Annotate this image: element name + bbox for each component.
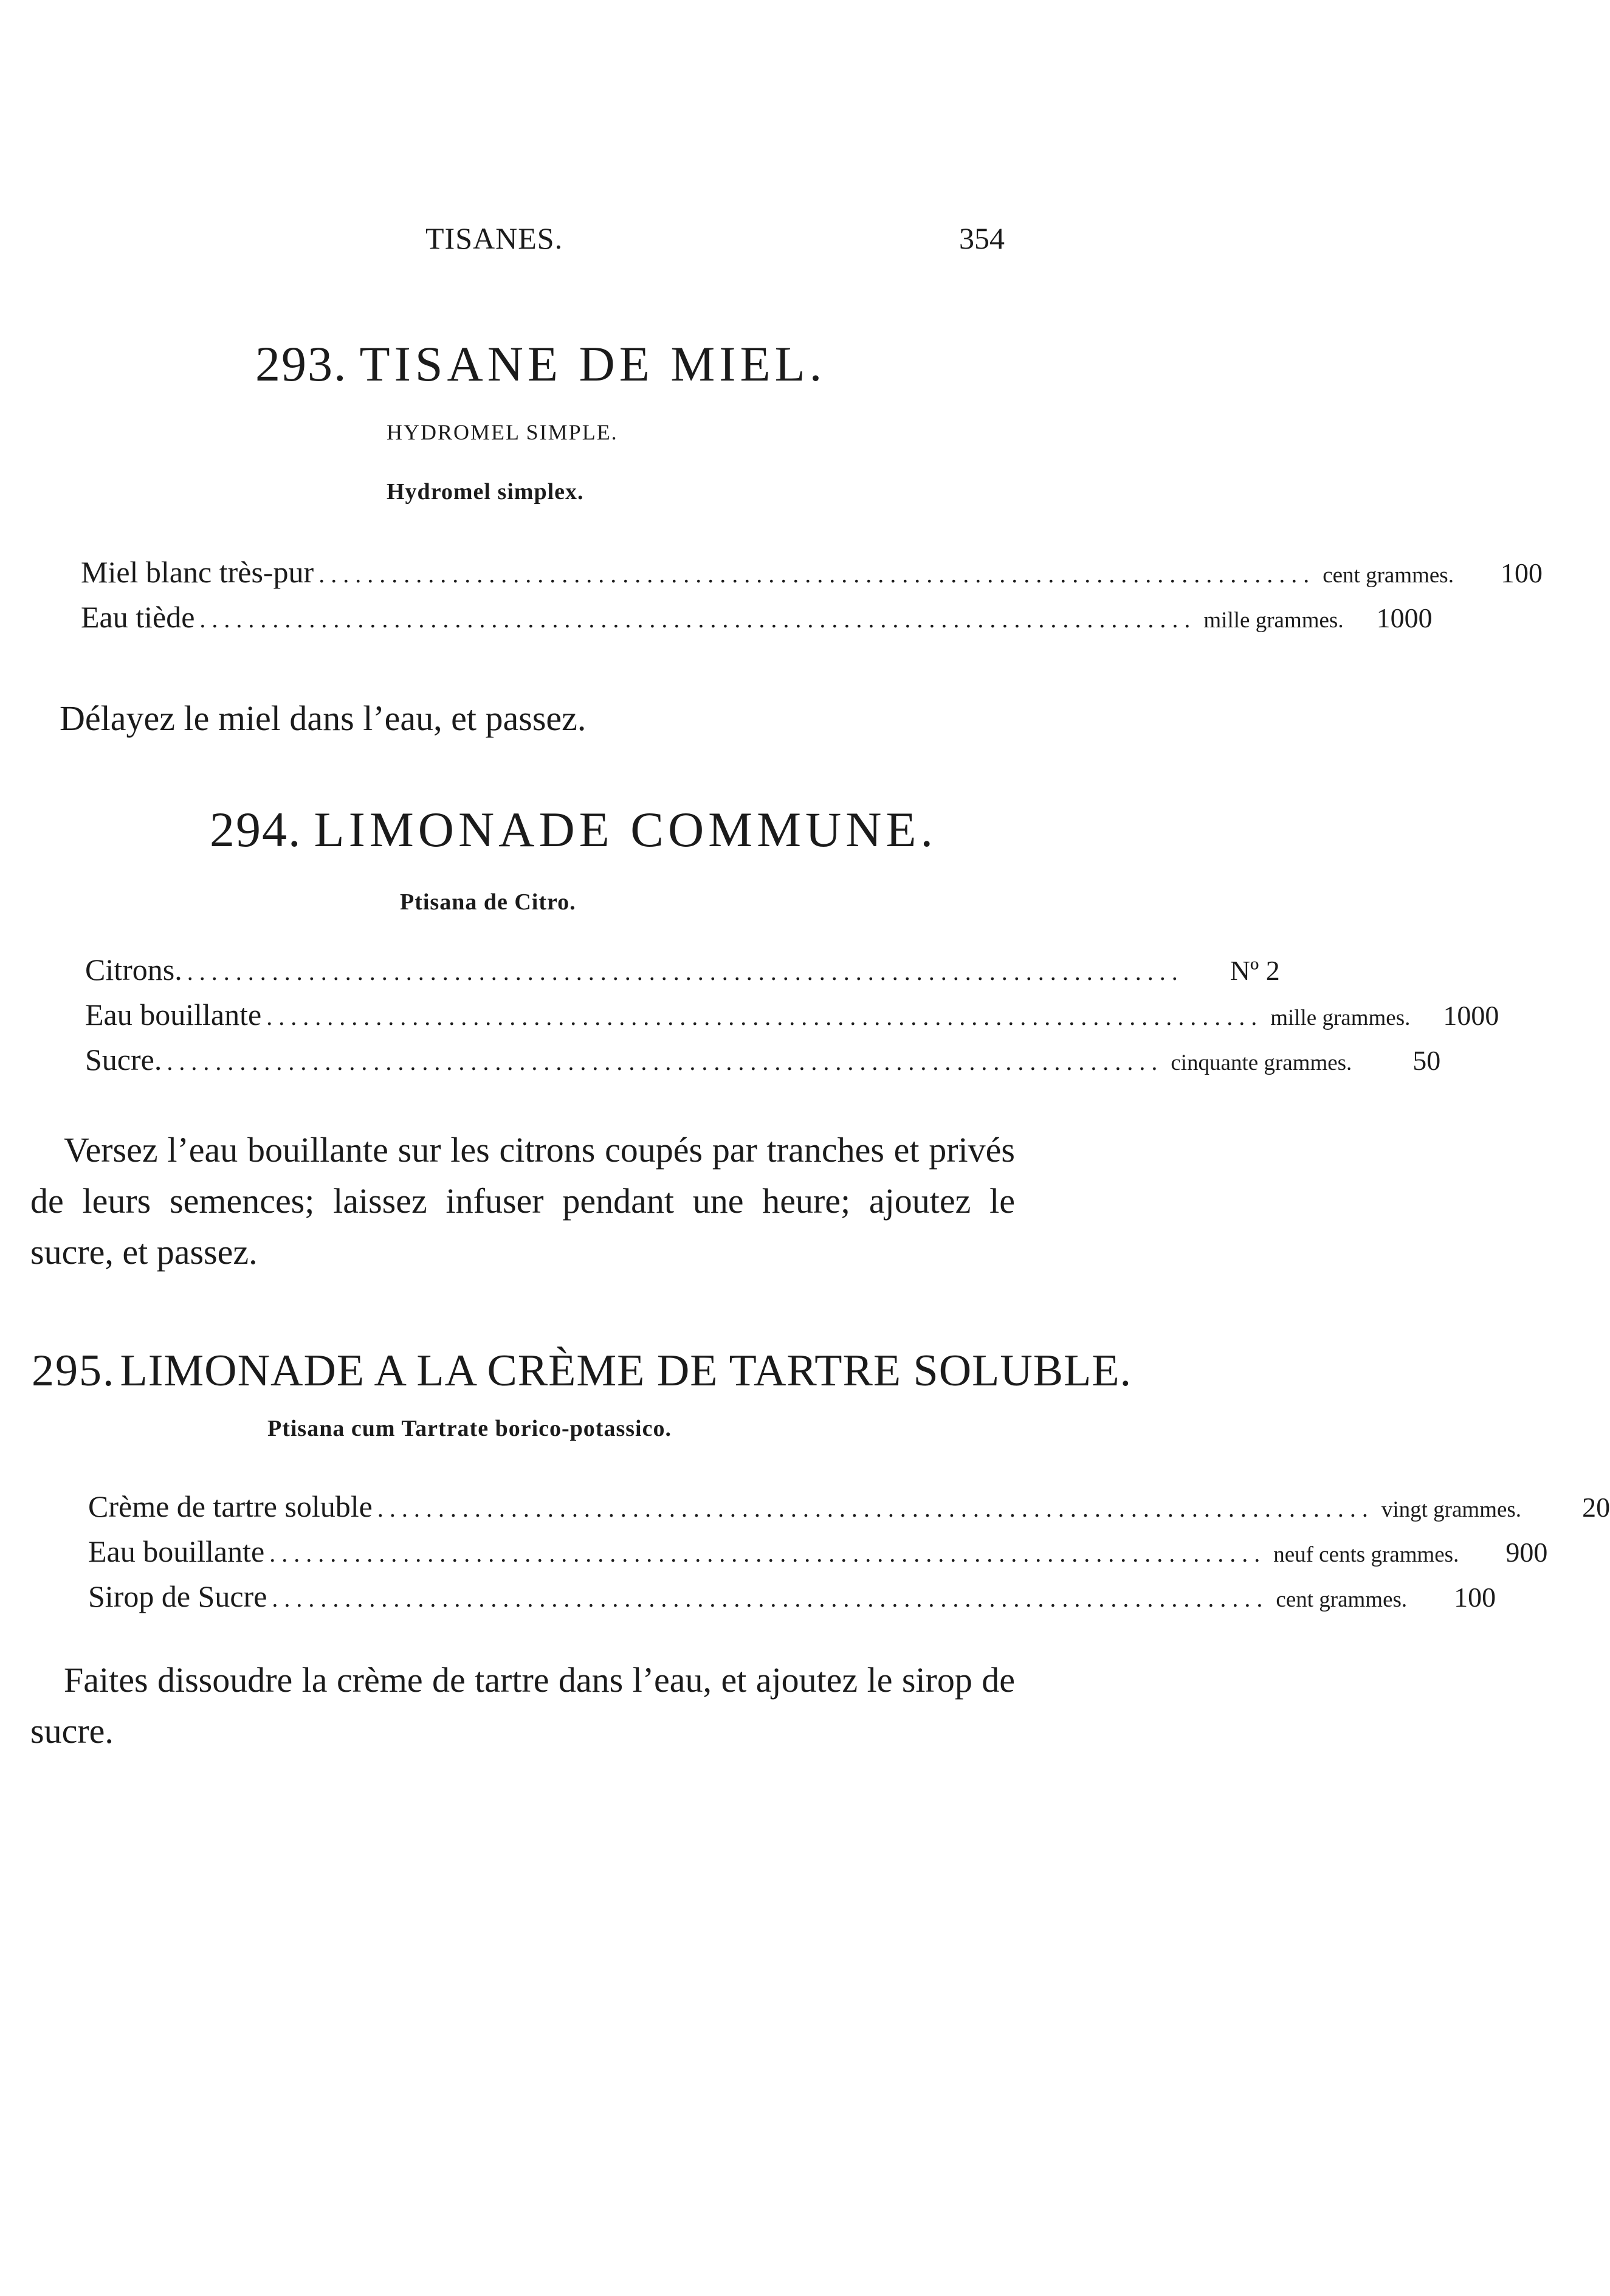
recipe-title-text: LIMONADE COMMUNE. <box>314 802 938 857</box>
dot-leader: .................................................................................. <box>318 560 1316 588</box>
recipe-293-instruction: Délayez le miel dans l’eau, et passez. <box>60 698 587 738</box>
recipe-294-latin-name: Ptisana de Citro. <box>400 889 576 915</box>
dot-leader: .................................................................................. <box>266 1003 1264 1030</box>
ingredient-name: Eau bouillante <box>88 1534 265 1568</box>
ingredient-amount: 100 <box>1454 1582 1496 1613</box>
ingredient-amount: 20 <box>1582 1492 1610 1523</box>
ingredient-quantity: cent grammes. <box>1323 563 1454 588</box>
recipe-294-title <box>210 801 937 858</box>
ingredient-quantity: cinquante grammes. <box>1171 1050 1352 1075</box>
ingredient-row <box>88 1534 1548 1579</box>
dot-leader: .................................................................................. <box>272 1585 1269 1612</box>
ingredient-amount: 100 <box>1500 557 1543 588</box>
ingredient-row <box>88 1489 1610 1534</box>
ingredient-row <box>85 952 1280 997</box>
ingredient-row <box>85 997 1499 1042</box>
recipe-295-latin-name: Ptisana cum Tartrate borico-potassico. <box>267 1416 672 1441</box>
ingredient-row <box>88 1579 1496 1624</box>
dot-leader: .................................................................................. <box>377 1495 1374 1522</box>
dot-leader: .................................................................................. <box>187 958 1184 985</box>
dot-leader: .................................................................................. <box>167 1048 1164 1075</box>
ingredient-amount: 1000 <box>1376 602 1433 633</box>
recipe-title-text: LIMONADE A LA CRÈME DE TARTRE SOLUBLE. <box>120 1346 1132 1396</box>
page-number: 354 <box>959 221 1005 255</box>
ingredient-quantity: mille grammes. <box>1270 1005 1411 1030</box>
ingredient-quantity: cent grammes. <box>1276 1587 1408 1612</box>
recipe-293-latin-name: Hydromel simplex. <box>387 479 584 505</box>
ingredient-name: Eau bouillante <box>85 998 262 1032</box>
ingredient-name: Sucre. <box>85 1043 162 1077</box>
recipe-title-text: TISANE DE MIEL. <box>359 336 827 391</box>
ingredient-amount: 900 <box>1505 1537 1548 1568</box>
ingredient-name: Sirop de Sucre <box>88 1579 267 1613</box>
recipe-293-subtitle: HYDROMEL SIMPLE. <box>387 420 618 444</box>
ingredient-name: Miel blanc très-pur <box>81 555 314 589</box>
recipe-293-title <box>255 336 826 393</box>
dot-leader: .................................................................................. <box>199 605 1197 633</box>
recipe-295-title <box>32 1345 1132 1397</box>
recipe-295-instruction: Faites dissoudre la crème de tartre dans l’eau, et ajoutez le sirop de sucre. <box>30 1660 1015 1751</box>
ingredient-name: Eau tiède <box>81 600 195 634</box>
ingredient-row <box>81 599 1433 644</box>
ingredient-row <box>81 554 1543 599</box>
recipe-number: 295. <box>32 1346 115 1396</box>
recipe-number: 293. <box>255 336 348 391</box>
ingredient-amount: 1000 <box>1443 1000 1499 1031</box>
ingredient-amount: Nº 2 <box>1230 955 1280 986</box>
running-title: TISANES. <box>425 221 563 255</box>
ingredient-quantity: mille grammes. <box>1203 608 1344 633</box>
recipe-294-instruction: Versez l’eau bouillante sur les citrons coupés par tranches et privés de leurs semences; laissez infuser pendant une heure; ajoutez le sucre, et passez. <box>30 1130 1015 1272</box>
ingredient-name: Citrons. <box>85 953 182 987</box>
ingredient-quantity: neuf cents grammes. <box>1273 1542 1459 1567</box>
ingredient-name: Crème de tartre soluble <box>88 1489 373 1523</box>
recipe-number: 294. <box>210 802 302 857</box>
ingredient-quantity: vingt grammes. <box>1381 1497 1522 1522</box>
ingredient-row <box>85 1042 1441 1087</box>
recipe-294-ingredients <box>85 952 1499 1087</box>
dot-leader: .................................................................................. <box>269 1540 1267 1567</box>
recipe-293-ingredients <box>81 554 1543 644</box>
ingredient-amount: 50 <box>1412 1045 1441 1076</box>
recipe-295-ingredients <box>88 1489 1610 1624</box>
